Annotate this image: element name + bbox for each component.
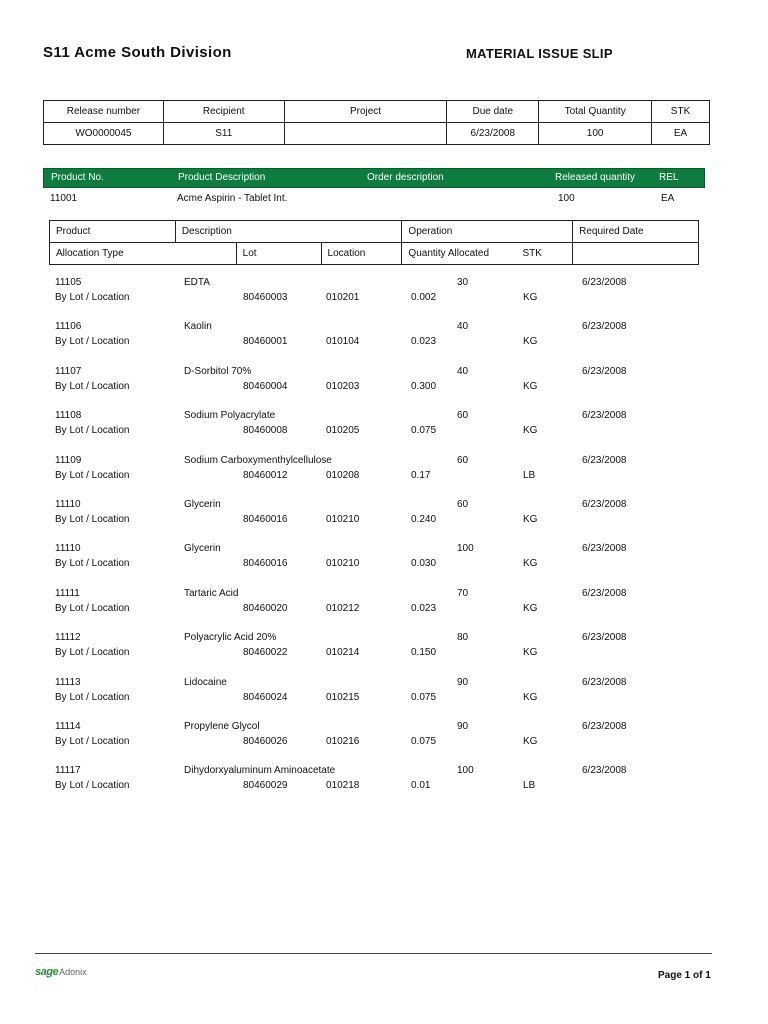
line-description: Tartaric Acid	[184, 588, 239, 599]
line-description: Glycerin	[184, 499, 221, 510]
grid-header-row-2	[50, 243, 699, 265]
line-allocation-type: By Lot / Location	[55, 558, 130, 569]
line-stk: KG	[523, 692, 538, 703]
line-product: 11110	[55, 543, 81, 554]
due-date-value: 6/23/2008	[447, 123, 539, 145]
line-quantity-allocated: 0.075	[411, 692, 437, 703]
line-stk: KG	[523, 514, 538, 525]
line-quantity-allocated: 0.002	[411, 292, 437, 303]
line-description: Sodium Carboxymenthylcellulose	[184, 455, 332, 466]
line-operation: 90	[457, 721, 469, 732]
summary-header-due-date: Due date	[447, 101, 539, 123]
line-quantity-allocated: 0.240	[411, 514, 437, 525]
line-required-date: 6/23/2008	[582, 632, 627, 643]
grid-header-lot: Lot	[236, 243, 321, 265]
line-lot: 80460026	[243, 736, 288, 747]
release-number-value: WO0000045	[44, 123, 164, 145]
line-location: 010205	[326, 425, 360, 436]
line-description: D-Sorbitol 70%	[184, 366, 252, 377]
line-product: 11108	[55, 410, 82, 421]
line-quantity-allocated: 0.075	[411, 425, 437, 436]
summary-header-stk: STK	[652, 101, 710, 123]
line-lot: 80460001	[243, 336, 288, 347]
band-product-description: Product Description	[178, 172, 266, 183]
line-lot: 80460022	[243, 647, 288, 658]
summary-value-row	[44, 123, 710, 145]
logo-sage-text: sage	[35, 966, 59, 978]
total-quantity-value: 100	[539, 123, 652, 145]
line-operation: 30	[457, 277, 469, 288]
line-stk: KG	[523, 736, 538, 747]
line-operation: 40	[457, 366, 469, 377]
grid-header-quantity-allocated: Quantity Allocated	[408, 248, 490, 259]
line-lot: 80460029	[243, 780, 288, 791]
line-description: Propylene Glycol	[184, 721, 260, 732]
line-location: 010210	[326, 558, 360, 569]
page-number: Page 1 of 1	[658, 970, 711, 981]
line-quantity-allocated: 0.023	[411, 603, 437, 614]
line-operation: 60	[457, 455, 469, 466]
line-operation: 70	[457, 588, 469, 599]
line-lot: 80460003	[243, 292, 288, 303]
line-product: 11105	[55, 277, 82, 288]
line-lot: 80460004	[243, 381, 288, 392]
line-allocation-type: By Lot / Location	[55, 647, 130, 658]
line-quantity-allocated: 0.023	[411, 336, 437, 347]
line-required-date: 6/23/2008	[582, 677, 627, 688]
line-description: Dihydorxyaluminum Aminoacetate	[184, 765, 336, 776]
line-lot: 80460016	[243, 558, 288, 569]
line-operation: 40	[457, 321, 469, 332]
line-required-date: 6/23/2008	[582, 277, 627, 288]
line-operation: 60	[457, 499, 469, 510]
line-stk: KG	[523, 292, 538, 303]
band-order-description: Order description	[367, 172, 444, 183]
line-location: 010212	[326, 603, 360, 614]
line-product: 11112	[55, 632, 81, 643]
line-description: Polyacrylic Acid 20%	[184, 632, 277, 643]
line-stk: KG	[523, 603, 538, 614]
line-lot: 80460020	[243, 603, 288, 614]
company-name: S11 Acme South Division	[43, 44, 232, 61]
summary-header-recipient: Recipient	[163, 101, 284, 123]
line-allocation-type: By Lot / Location	[55, 381, 130, 392]
grid-header-empty	[573, 243, 699, 265]
line-allocation-type: By Lot / Location	[55, 780, 130, 791]
line-required-date: 6/23/2008	[582, 321, 627, 332]
line-product: 11114	[55, 721, 81, 732]
line-allocation-type: By Lot / Location	[55, 470, 130, 481]
line-description: Lidocaine	[184, 677, 227, 688]
line-required-date: 6/23/2008	[582, 366, 627, 377]
allocation-header-grid	[49, 220, 699, 265]
release-summary-table	[43, 100, 710, 145]
line-stk: KG	[523, 647, 538, 658]
line-required-date: 6/23/2008	[582, 455, 627, 466]
document-title: MATERIAL ISSUE SLIP	[466, 46, 613, 61]
line-quantity-allocated: 0.300	[411, 381, 437, 392]
line-location: 010216	[326, 736, 360, 747]
sage-adonix-logo	[35, 966, 87, 978]
grid-header-qty-stk	[402, 243, 573, 265]
line-product: 11109	[55, 455, 82, 466]
line-operation: 80	[457, 632, 469, 643]
line-location: 010218	[326, 780, 360, 791]
line-quantity-allocated: 0.150	[411, 647, 437, 658]
grid-header-stk: STK	[522, 248, 542, 259]
line-allocation-type: By Lot / Location	[55, 736, 130, 747]
logo-adonix-text: Adonix	[59, 967, 87, 977]
stk-value: EA	[652, 123, 710, 145]
line-location: 010214	[326, 647, 360, 658]
footer-divider	[35, 953, 712, 954]
line-allocation-type: By Lot / Location	[55, 425, 130, 436]
grid-header-row-1	[50, 221, 699, 243]
line-location: 010201	[326, 292, 360, 303]
project-value	[284, 123, 447, 145]
line-description: Glycerin	[184, 543, 221, 554]
line-product: 11113	[55, 677, 81, 688]
summary-header-project: Project	[284, 101, 447, 123]
line-stk: KG	[523, 336, 538, 347]
line-operation: 100	[457, 765, 474, 776]
line-location: 010208	[326, 470, 360, 481]
band-product-no: Product No.	[51, 172, 104, 183]
release-unit: EA	[661, 193, 675, 204]
line-required-date: 6/23/2008	[582, 410, 627, 421]
line-location: 010215	[326, 692, 360, 703]
line-product: 11117	[55, 765, 81, 776]
line-allocation-type: By Lot / Location	[55, 603, 130, 614]
line-allocation-type: By Lot / Location	[55, 692, 130, 703]
line-location: 010104	[326, 336, 360, 347]
line-product: 11110	[55, 499, 81, 510]
grid-header-operation: Operation	[402, 221, 573, 243]
line-location: 010210	[326, 514, 360, 525]
line-product: 11107	[55, 366, 82, 377]
grid-header-location: Location	[321, 243, 402, 265]
product-header-band	[43, 168, 705, 188]
product-description: Acme Aspirin - Tablet Int.	[177, 193, 288, 204]
band-released-quantity: Released quantity	[555, 172, 636, 183]
line-lot: 80460016	[243, 514, 288, 525]
released-quantity: 100	[558, 193, 575, 204]
line-product: 11111	[55, 588, 80, 599]
line-quantity-allocated: 0.17	[411, 470, 431, 481]
line-stk: LB	[523, 470, 536, 481]
line-description: EDTA	[184, 277, 210, 288]
line-operation: 100	[457, 543, 474, 554]
line-stk: KG	[523, 558, 538, 569]
line-required-date: 6/23/2008	[582, 721, 627, 732]
line-allocation-type: By Lot / Location	[55, 336, 130, 347]
line-lot: 80460012	[243, 470, 288, 481]
recipient-value: S11	[163, 123, 284, 145]
line-description: Sodium Polyacrylate	[184, 410, 276, 421]
line-stk: KG	[523, 381, 538, 392]
line-allocation-type: By Lot / Location	[55, 514, 130, 525]
line-quantity-allocated: 0.01	[411, 780, 431, 791]
grid-header-product: Product	[50, 221, 176, 243]
line-stk: KG	[523, 425, 538, 436]
line-required-date: 6/23/2008	[582, 765, 627, 776]
band-rel: REL	[659, 172, 679, 183]
line-required-date: 6/23/2008	[582, 499, 627, 510]
line-quantity-allocated: 0.030	[411, 558, 437, 569]
summary-header-release-number: Release number	[44, 101, 164, 123]
summary-header-row	[44, 101, 710, 123]
grid-header-allocation-type: Allocation Type	[50, 243, 237, 265]
line-operation: 90	[457, 677, 469, 688]
line-operation: 60	[457, 410, 469, 421]
grid-header-required-date: Required Date	[573, 221, 699, 243]
line-required-date: 6/23/2008	[582, 543, 627, 554]
line-quantity-allocated: 0.075	[411, 736, 437, 747]
summary-header-total-quantity: Total Quantity	[539, 101, 652, 123]
line-stk: LB	[523, 780, 536, 791]
product-number: 11001	[50, 193, 78, 204]
grid-header-description: Description	[175, 221, 402, 243]
line-location: 010203	[326, 381, 360, 392]
line-product: 11106	[55, 321, 82, 332]
line-lot: 80460024	[243, 692, 288, 703]
line-description: Kaolin	[184, 321, 212, 332]
line-required-date: 6/23/2008	[582, 588, 627, 599]
line-lot: 80460008	[243, 425, 288, 436]
line-allocation-type: By Lot / Location	[55, 292, 130, 303]
